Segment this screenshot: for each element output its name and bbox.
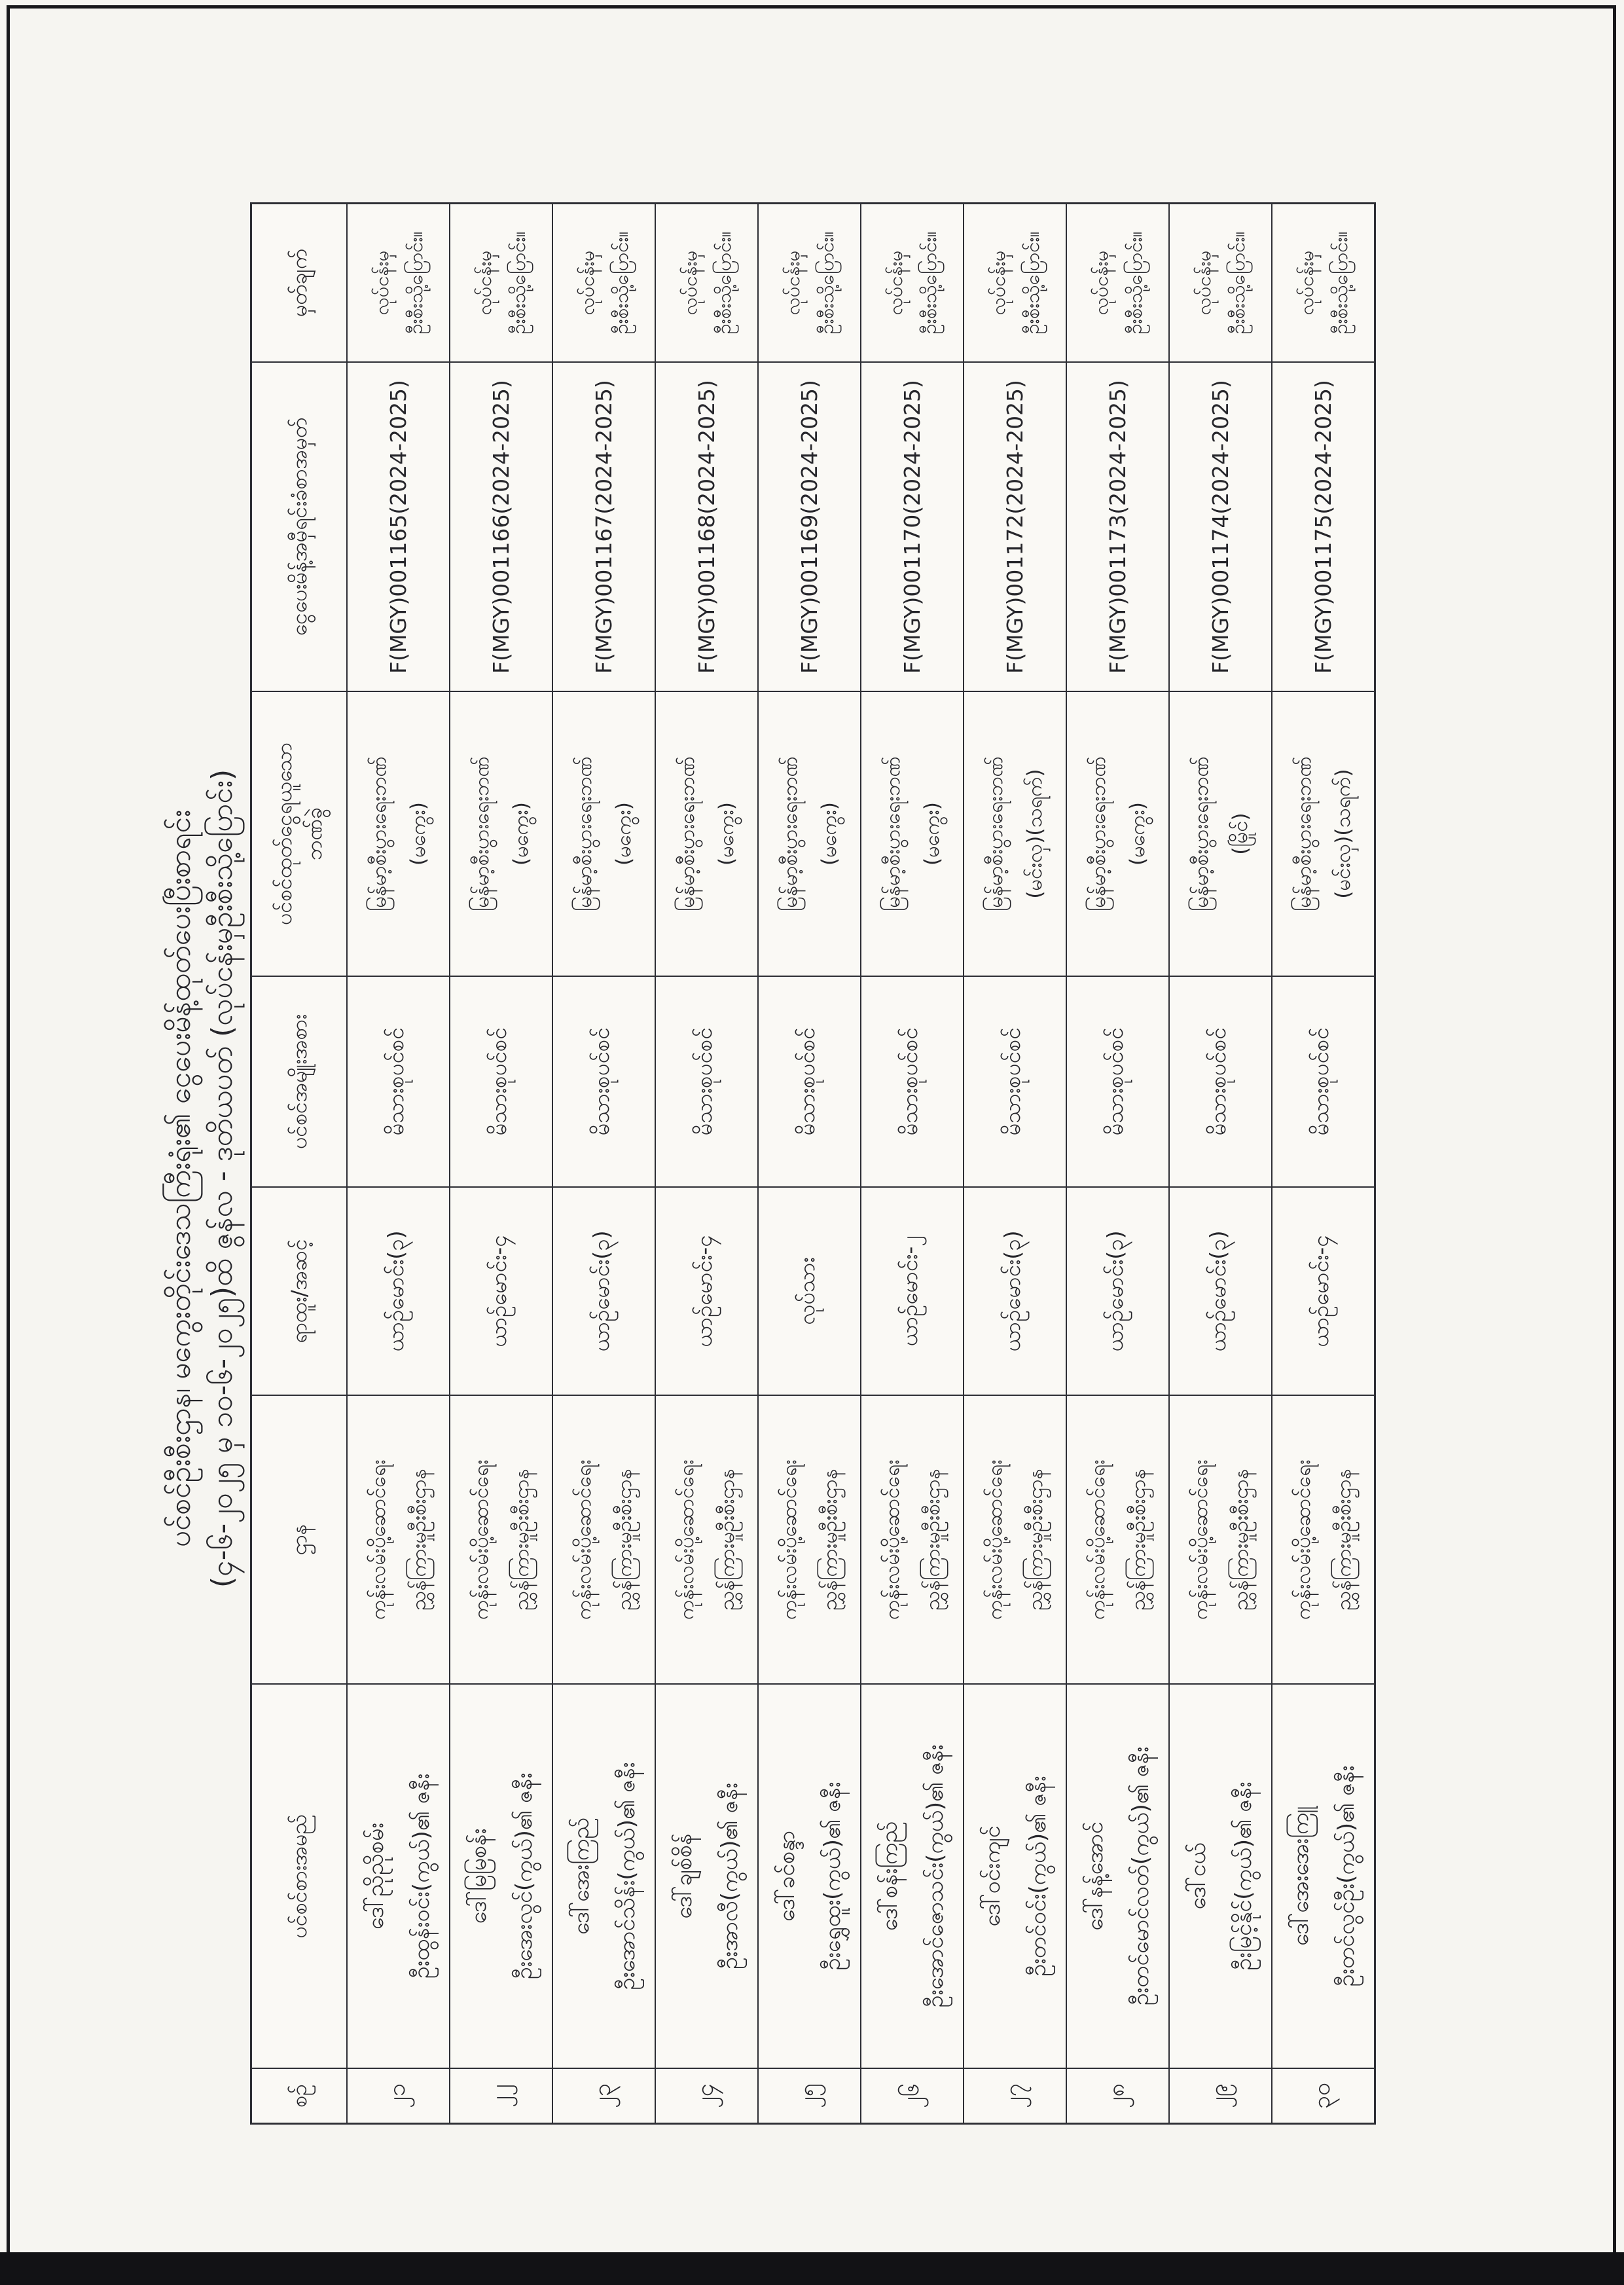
department-line2: ညွှန်ကြားမှုဦးစီးဌာန xyxy=(509,1469,533,1611)
header-rank-label: ရာထူး/အဆင့် xyxy=(287,1239,312,1344)
department-line1: ကုန်းလမ်းပို့ဆောင်ရေး xyxy=(777,1459,801,1620)
pension-type-value: မိသားစုပင်စင် xyxy=(691,1027,717,1136)
cell-department xyxy=(346,1396,449,1685)
pensioner-name: ဒေါ်ညိုညိုစမ်း xyxy=(362,1822,389,1930)
cell-payment-number xyxy=(655,363,757,692)
pensioner-relation: ဦးထွန်းဝင်း(ကွယ်)၏ ဇနီး xyxy=(408,1773,435,1979)
bank-branch: (မကွေး) xyxy=(406,802,430,866)
remark-line2: ဦးစီးသို့ပြောင်း။ xyxy=(507,231,530,335)
header-serial xyxy=(252,2069,346,2123)
payment-number-value: F(MGY)001172(2024-2025) xyxy=(1002,380,1028,674)
department-line1: ကုန်းလမ်းပို့ဆောင်ရေး xyxy=(1291,1459,1315,1620)
payment-number-value: F(MGY)001166(2024-2025) xyxy=(488,380,514,674)
cell-pension-type xyxy=(963,977,1066,1188)
payment-number-value: F(MGY)001174(2024-2025) xyxy=(1208,380,1233,674)
department-line1: ကုန်းလမ်းပို့ဆောင်ရေး xyxy=(1188,1459,1212,1620)
cell-pensioner-name xyxy=(860,1685,963,2069)
header-remark xyxy=(252,204,346,363)
bank-name: မြန်မာ့စီးပွားရေးဘဏ် xyxy=(778,756,802,911)
cell-bank xyxy=(1271,692,1374,977)
department-line1: ကုန်းလမ်းပို့ဆောင်ရေး xyxy=(571,1459,596,1620)
header-pension-type-label: ပင်စင်အမျိုးအစား xyxy=(287,1014,312,1149)
payment-number-value: F(MGY)001175(2024-2025) xyxy=(1310,380,1336,674)
remark-line1: လုပ်ငန်းမှ xyxy=(1295,250,1318,316)
remark-line2: ဦးစီးသို့ပြောင်း။ xyxy=(1123,231,1146,335)
document-title-line2: (၄-၆-၂၀၂၅ မှ ၁၀-၆-၂၀၂၅)ထိ ဇွန်လ - ဒုတိယပတ် (လုပ်ငန်းမှဦးစီးသို့ပြောင်း) xyxy=(206,769,239,1588)
cell-serial xyxy=(860,2069,963,2123)
cell-department xyxy=(963,1396,1066,1685)
cell-department xyxy=(757,1396,860,1685)
cell-serial xyxy=(655,2069,757,2123)
cell-pension-type xyxy=(655,977,757,1188)
bank-name: မြန်မာ့စီးပွားရေးဘဏ် xyxy=(1086,756,1110,911)
cell-bank xyxy=(655,692,757,977)
remark-line2: ဦးစီးသို့ပြောင်း။ xyxy=(1020,231,1043,335)
header-payment-number-label: ငွေပေးမိန့်အမှီရင်းခံစာအမှတ် xyxy=(287,417,312,636)
cell-serial xyxy=(552,2069,655,2123)
serial-value: ၂၇ xyxy=(1000,2083,1027,2108)
cell-pension-type xyxy=(757,977,860,1188)
department-line1: ကုန်းလမ်းပို့ဆောင်ရေး xyxy=(469,1459,493,1620)
pension-type-value: မိသားစုပင်စင် xyxy=(486,1027,511,1136)
cell-department xyxy=(552,1396,655,1685)
cell-remark xyxy=(963,204,1066,363)
department-line2: ညွှန်ကြားမှုဦးစီးဌာန xyxy=(1023,1469,1047,1611)
cell-pensioner-name xyxy=(963,1685,1066,2069)
document-title-line1: ပင်စင်ဦးစီးဌာန၊ မကွေးတိုင်းဒေသကြီးရုံး၏ ငွေပေးမိန့်ထုတ်ပေးပြီးစာရင်း xyxy=(164,809,197,1548)
department-line2: ညွှန်ကြားမှုဦးစီးဌာန xyxy=(406,1469,431,1611)
rank-value: ယာဉ်မောင်း(၃) xyxy=(588,1230,614,1352)
rank-value: ယာဉ်မောင်း-၄ xyxy=(1308,1235,1333,1347)
rank-value: ယာဉ်မောင်း-၄ xyxy=(691,1235,717,1347)
rank-value: ယာဉ်မောင်း-၂ xyxy=(897,1235,922,1347)
cell-bank xyxy=(346,692,449,977)
cell-bank xyxy=(757,692,860,977)
cell-serial xyxy=(1168,2069,1271,2123)
bank-branch: (မကွေး) xyxy=(714,802,738,866)
cell-serial xyxy=(1271,2069,1374,2123)
cell-remark xyxy=(1271,204,1374,363)
remark-line2: ဦးစီးသို့ပြောင်း။ xyxy=(815,231,838,335)
cell-pension-type xyxy=(346,977,449,1188)
serial-value: ၂၄ xyxy=(691,2083,719,2108)
cell-payment-number xyxy=(346,363,449,692)
remark-line1: လုပ်ငန်းမှ xyxy=(884,250,907,316)
bank-name: မြန်မာ့စီးပွားရေးဘဏ် xyxy=(1189,756,1213,911)
bank-name: မြန်မာ့စီးပွားရေးဘဏ် xyxy=(572,756,596,911)
header-pensioner-name-label: ပင်စင်စားအမည် xyxy=(287,1814,312,1939)
scan-bottom-black-band xyxy=(0,2252,1624,2285)
pensioner-relation: ဦးတင်မောင်လတ်(ကွယ်)၏ ဇနီး xyxy=(1127,1746,1154,2006)
cell-bank xyxy=(449,692,552,977)
remark-line2: ဦးစီးသို့ပြောင်း။ xyxy=(712,231,735,335)
cell-rank xyxy=(655,1188,757,1396)
cell-department xyxy=(1168,1396,1271,1685)
header-bank-line2: ဘဏ်ခွဲ xyxy=(302,807,327,861)
cell-rank xyxy=(1168,1188,1271,1396)
cell-department xyxy=(655,1396,757,1685)
header-department-label: ဌာန xyxy=(287,1524,312,1556)
pensioner-name: ဒေါ်ဝင်းကျင် xyxy=(979,1825,1005,1927)
cell-remark xyxy=(1066,204,1168,363)
cell-pensioner-name xyxy=(449,1685,552,2069)
bank-branch: (မကွေး) xyxy=(611,802,636,866)
bank-name: မြန်မာ့စီးပွားရေးဘဏ် xyxy=(675,756,699,911)
pensioner-name: ဒေါ်မြမြစန်း xyxy=(465,1828,492,1924)
bank-branch: (မကွေး) xyxy=(817,802,841,866)
remark-line2: ဦးစီးသို့ပြောင်း။ xyxy=(1226,231,1249,335)
cell-payment-number xyxy=(449,363,552,692)
payment-number-value: F(MGY)001168(2024-2025) xyxy=(694,380,719,674)
cell-bank xyxy=(1168,692,1271,977)
remark-line1: လုပ်ငန်းမှ xyxy=(473,250,496,316)
serial-value: ၂၅ xyxy=(794,2083,821,2108)
pensioner-relation: ဦးအောင်သိန်း(ကွယ်)၏ ဇနီး xyxy=(613,1762,640,1990)
bank-branch: (မင်းလှ)(သရက်) xyxy=(1022,769,1047,899)
cell-serial xyxy=(757,2069,860,2123)
department-line2: ညွှန်ကြားမှုဦးစီးဌာန xyxy=(1229,1469,1253,1611)
department-line1: ကုန်းလမ်းပို့ဆောင်ရေး xyxy=(674,1459,698,1620)
cell-pension-type xyxy=(1066,977,1168,1188)
serial-value: ၂၈ xyxy=(1102,2083,1130,2109)
cell-rank xyxy=(449,1188,552,1396)
pensioner-name: ဒေါ်အေးကြည် xyxy=(568,1817,594,1935)
pensioner-relation: ဦးအာလီ(ကွယ်)၏ ဇနီး xyxy=(716,1783,743,1969)
bank-name: မြန်မာ့စီးပွားရေးဘဏ် xyxy=(983,756,1007,911)
serial-value: ၂၆ xyxy=(897,2083,924,2108)
header-bank xyxy=(252,692,346,977)
cell-remark xyxy=(552,204,655,363)
cell-payment-number xyxy=(860,363,963,692)
cell-rank xyxy=(1271,1188,1374,1396)
cell-serial xyxy=(346,2069,449,2123)
remark-line2: ဦးစီးသို့ပြောင်း။ xyxy=(1329,231,1352,335)
department-line1: ကုန်းလမ်းပို့ဆောင်ရေး xyxy=(366,1459,390,1620)
cell-pensioner-name xyxy=(1168,1685,1271,2069)
pension-type-value: မိသားစုပင်စင် xyxy=(897,1027,922,1136)
cell-pension-type xyxy=(449,977,552,1188)
department-line1: ကုန်းလမ်းပို့ဆောင်ရေး xyxy=(880,1459,904,1620)
cell-payment-number xyxy=(1168,363,1271,692)
cell-bank xyxy=(1066,692,1168,977)
payment-number-value: F(MGY)001169(2024-2025) xyxy=(797,380,822,674)
pensioner-relation: ဦးတင်ဝင်း(ကွယ်)၏ ဇနီး xyxy=(1024,1776,1051,1977)
pensioner-name: ဒေါ်ခင်စန္ဒာ xyxy=(773,1831,800,1922)
bank-name: မြန်မာ့စီးပွားရေးဘဏ် xyxy=(367,756,391,911)
cell-remark xyxy=(1168,204,1271,363)
cell-pensioner-name xyxy=(1271,1685,1374,2069)
pensioner-name: ဒေါ်စန်းကြည် xyxy=(876,1821,903,1931)
cell-pensioner-name xyxy=(1066,1685,1168,2069)
cell-pensioner-name xyxy=(655,1685,757,2069)
cell-pensioner-name xyxy=(346,1685,449,2069)
rank-value: ယာဉ်မောင်း(၃) xyxy=(383,1230,408,1352)
serial-value: ၂၃ xyxy=(588,2083,616,2108)
department-line1: ကုန်းလမ်းပို့ဆောင်ရေး xyxy=(1085,1459,1110,1620)
bank-name: မြန်မာ့စီးပွားရေးဘဏ် xyxy=(880,756,905,911)
bank-branch: (မကွေး) xyxy=(1125,802,1149,866)
pension-type-value: မိသားစုပင်စင် xyxy=(794,1027,820,1136)
cell-department xyxy=(1271,1396,1374,1685)
serial-value: ၂၂ xyxy=(486,2084,513,2108)
remark-line2: ဦးစီးသို့ပြောင်း။ xyxy=(609,231,632,335)
cell-remark xyxy=(757,204,860,363)
cell-remark xyxy=(860,204,963,363)
remark-line2: ဦးစီးသို့ပြောင်း။ xyxy=(404,231,427,335)
department-line2: ညွှန်ကြားမှုဦးစီးဌာန xyxy=(920,1469,945,1611)
header-rank xyxy=(252,1188,346,1396)
rank-value: ယာဉ်မောင်း(၃) xyxy=(1102,1230,1128,1352)
cell-department xyxy=(449,1396,552,1685)
pension-payment-table xyxy=(250,202,1376,2125)
department-line2: ညွှန်ကြားမှုဦးစီးဌာန xyxy=(1331,1469,1356,1611)
header-bank-line1: ပင်စင်ထုတ်ငွေရယူသော xyxy=(272,742,297,925)
pensioner-name: ဒေါ်ချစ်စိန် xyxy=(670,1833,697,1919)
bank-branch: (မင်းလှ)(သရက်) xyxy=(1331,769,1355,899)
cell-pensioner-name xyxy=(757,1685,860,2069)
remark-line1: လုပ်ငန်းမှ xyxy=(1192,250,1215,316)
rank-value: လုပ်သား xyxy=(794,1257,820,1325)
rank-value: ယာဉ်မောင်း(၃) xyxy=(1000,1230,1025,1352)
remark-line2: ဦးစီးသို့ပြောင်း။ xyxy=(918,231,941,335)
pension-type-value: မိသားစုပင်စင် xyxy=(1308,1027,1333,1136)
department-line2: ညွှန်ကြားမှုဦးစီးဌာန xyxy=(612,1469,636,1611)
pensioner-relation: ဦးအောင်ဇောသင်း(ကွယ်)၏ ဇနီး xyxy=(922,1744,948,2008)
bank-name: မြန်မာ့စီးပွားရေးဘဏ် xyxy=(1291,756,1316,911)
cell-payment-number xyxy=(552,363,655,692)
pensioner-relation: ဦးအေးလွင်(ကွယ်)၏ ဇနီး xyxy=(511,1772,537,1980)
cell-pension-type xyxy=(1271,977,1374,1188)
remark-line1: လုပ်ငန်းမှ xyxy=(575,250,598,316)
cell-pension-type xyxy=(860,977,963,1188)
cell-pension-type xyxy=(1168,977,1271,1188)
department-line2: ညွှန်ကြားမှုဦးစီးဌာန xyxy=(818,1469,842,1611)
cell-payment-number xyxy=(757,363,860,692)
cell-rank xyxy=(552,1188,655,1396)
serial-value: ၂၁ xyxy=(383,2083,410,2108)
serial-value: ၃၀ xyxy=(1308,2082,1335,2110)
department-line1: ကုန်းလမ်းပို့ဆောင်ရေး xyxy=(983,1459,1007,1620)
bank-branch: (မကွေး) xyxy=(509,802,533,866)
pensioner-relation: ဦးရွှေထူး(ကွယ်)၏ ဇနီး xyxy=(819,1782,846,1971)
bank-branch: (မကွေး) xyxy=(920,802,944,866)
cell-payment-number xyxy=(963,363,1066,692)
remark-line1: လုပ်ငန်းမှ xyxy=(986,250,1009,316)
cell-remark xyxy=(449,204,552,363)
header-department xyxy=(252,1396,346,1685)
payment-number-value: F(MGY)001170(2024-2025) xyxy=(899,380,925,674)
cell-rank xyxy=(963,1188,1066,1396)
cell-payment-number xyxy=(1271,363,1374,692)
pensioner-relation: ဦးမြင့်နိုင်(ကွယ်)၏ ဇနီး xyxy=(1230,1782,1257,1971)
pensioner-relation: ဦးတင်လွင်ဦး(ကွယ်)၏ ဇနီး xyxy=(1333,1765,1360,1987)
department-line2: ညွှန်ကြားမှုဦးစီးဌာန xyxy=(715,1469,739,1611)
cell-remark xyxy=(655,204,757,363)
pension-type-value: မိသားစုပင်စင် xyxy=(1000,1027,1025,1136)
cell-bank xyxy=(552,692,655,977)
header-payment-number xyxy=(252,363,346,692)
bank-branch: (မြိုင်) xyxy=(1228,813,1252,855)
remark-line1: လုပ်ငန်းမှ xyxy=(370,250,393,316)
rank-value: ယာဉ်မောင်း(၃) xyxy=(1205,1230,1231,1352)
pension-type-value: မိသားစုပင်စင် xyxy=(1102,1027,1128,1136)
cell-remark xyxy=(346,204,449,363)
cell-bank xyxy=(860,692,963,977)
cell-rank xyxy=(757,1188,860,1396)
payment-number-value: F(MGY)001167(2024-2025) xyxy=(591,380,617,674)
cell-pensioner-name xyxy=(552,1685,655,2069)
pensioner-name: ဒေါ်ငယ် xyxy=(1184,1842,1211,1910)
cell-payment-number xyxy=(1066,363,1168,692)
pensioner-name: ဒေါ်နန့်အောင် xyxy=(1081,1821,1108,1931)
pensioner-name: ဒေါ်အေးအေးကြူ xyxy=(1287,1806,1314,1946)
payment-number-value: F(MGY)001165(2024-2025) xyxy=(386,380,411,674)
header-pension-type xyxy=(252,977,346,1188)
cell-serial xyxy=(1066,2069,1168,2123)
remark-line1: လုပ်ငန်းမှ xyxy=(781,250,804,316)
department-line2: ညွှန်ကြားမှုဦးစီးဌာန xyxy=(1126,1469,1150,1611)
header-serial-label: စဉ် xyxy=(287,2084,312,2108)
header-remark-label: မှတ်ချက် xyxy=(287,249,312,317)
serial-value: ၂၉ xyxy=(1205,2083,1233,2108)
pension-type-value: မိသားစုပင်စင် xyxy=(383,1027,408,1136)
payment-number-value: F(MGY)001173(2024-2025) xyxy=(1105,380,1130,674)
pension-type-value: မိသားစုပင်စင် xyxy=(588,1027,614,1136)
cell-serial xyxy=(449,2069,552,2123)
bank-name: မြန်မာ့စီးပွားရေးဘဏ် xyxy=(469,756,494,911)
cell-rank xyxy=(860,1188,963,1396)
pension-type-value: မိသားစုပင်စင် xyxy=(1205,1027,1231,1136)
header-pensioner-name xyxy=(252,1685,346,2069)
cell-pension-type xyxy=(552,977,655,1188)
cell-serial xyxy=(963,2069,1066,2123)
cell-rank xyxy=(346,1188,449,1396)
cell-department xyxy=(860,1396,963,1685)
rank-value: ယာဉ်မောင်း-၄ xyxy=(486,1235,511,1347)
cell-rank xyxy=(1066,1188,1168,1396)
cell-department xyxy=(1066,1396,1168,1685)
cell-bank xyxy=(963,692,1066,977)
remark-line1: လုပ်ငန်းမှ xyxy=(678,250,701,316)
remark-line1: လုပ်ငန်းမှ xyxy=(1089,250,1112,316)
